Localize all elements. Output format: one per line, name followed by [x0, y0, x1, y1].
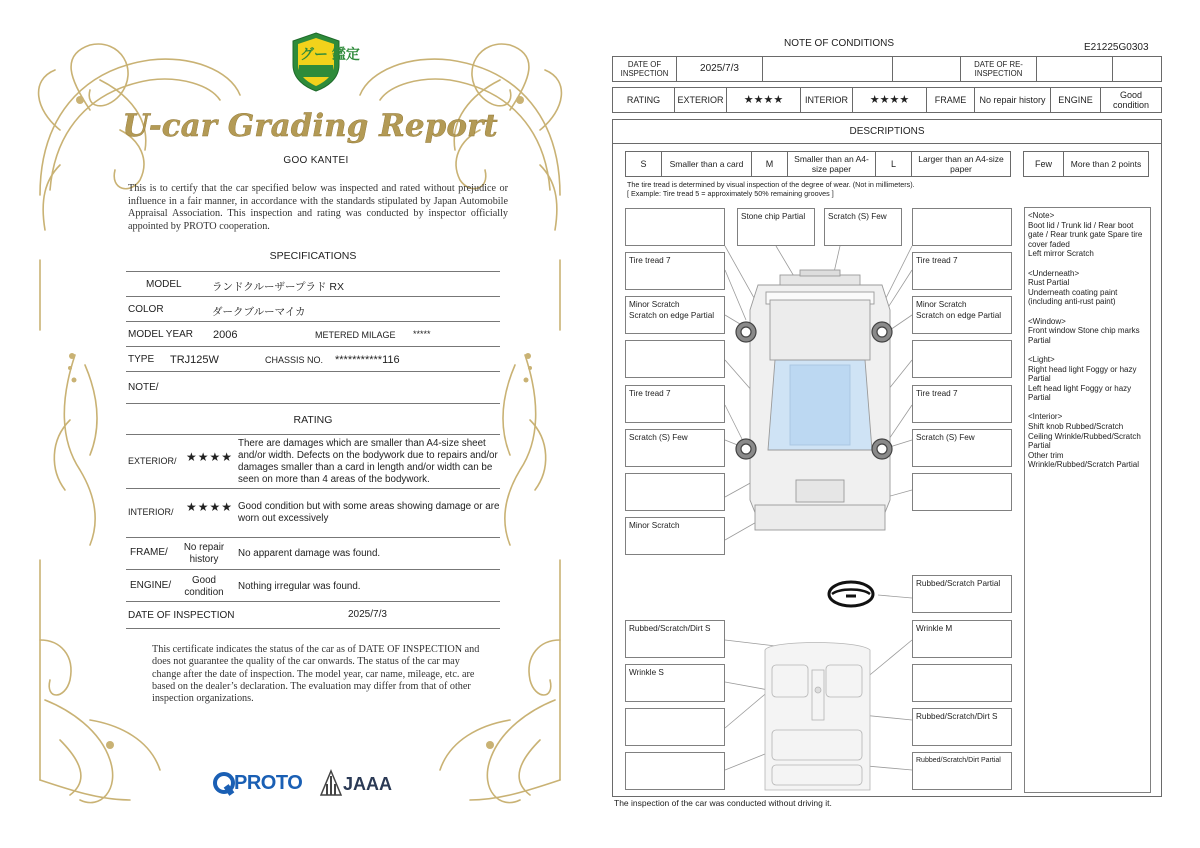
frame-description: No apparent damage was found. — [238, 548, 381, 559]
type-label: TYPE — [128, 354, 155, 365]
damage-box-rubbed-dirt-s-right: Rubbed/Scratch/Dirt S — [912, 708, 1012, 746]
damage-box-wrinkle-m: Wrinkle M — [912, 620, 1012, 658]
descriptions-heading: DESCRIPTIONS — [849, 126, 925, 137]
legend-m: M — [752, 152, 788, 176]
damage-box-stone-chip: Stone chip Partial — [737, 208, 815, 246]
damage-box-left-empty-1 — [625, 340, 725, 378]
car-interior-icon — [765, 643, 870, 791]
frame-value: No repair history — [975, 88, 1051, 112]
exterior-stars: ★★★★ — [727, 88, 801, 112]
damage-box-left-int-empty-2 — [625, 752, 725, 790]
damage-box-scratch-few-left: Scratch (S) Few — [625, 429, 725, 467]
interior-stars: ★★★★ — [853, 88, 927, 112]
damage-box-tire-front-left: Tire tread 7 — [625, 252, 725, 290]
engine-value: Good condition — [1112, 90, 1150, 110]
rating-heading: RATING — [293, 414, 333, 426]
legend-few-desc: More than 2 points — [1070, 159, 1142, 169]
damage-box-left-empty-2 — [625, 473, 725, 511]
damage-box-scratch-few-top: Scratch (S) Few — [824, 208, 902, 246]
interior-description: Good condition but with some areas showing damage or are worn out excessively — [238, 501, 500, 524]
damage-box-rubbed-dirt-partial: Rubbed/Scratch/Dirt Partial — [912, 752, 1012, 790]
engine-value: Good condition — [184, 575, 224, 598]
note-group-note: <Note> Boot lid / Trunk lid / Rear boot gate / Rear trunk gate Spare tire cover faded Left mirror Scratch — [1028, 211, 1143, 259]
steering-wheel-icon — [829, 582, 873, 606]
note-of-conditions — [600, 0, 1200, 848]
note-group-light: <Light> Right head light Foggy or hazy Partial Left head light Foggy or hazy Partial — [1028, 354, 1137, 403]
damage-box-wrinkle-s: Wrinkle S — [625, 664, 725, 702]
color-value: ダークブルーマイカ — [212, 306, 306, 318]
damage-box-top-right-1 — [912, 208, 1012, 246]
jaaa-logo-text: JAAA — [343, 774, 393, 794]
certification-statement: This is to certify that the car specified below was inspected and rated without prejudice or influence in a fair manner, in accordance with the standards stipulated by Japan Automobile Appraisal Association. This inspection and rating was conducted by inspector officially appointed by PROTO cooperation. — [128, 183, 508, 232]
damage-box-tire-rear-right: Tire tread 7 — [912, 385, 1012, 423]
specifications-heading: SPECIFICATIONS — [269, 250, 357, 262]
note-group-underneath: <Underneath> Rust Partial Underneath coating paint (including anti-rust paint) — [1028, 268, 1118, 307]
badge-text: グー 鑑定 — [300, 46, 360, 62]
proto-logo-icon — [212, 771, 236, 797]
legend-s: S — [626, 152, 662, 176]
damage-box-tire-front-right: Tire tread 7 — [912, 252, 1012, 290]
rating-label: RATING — [613, 88, 675, 112]
svg-text:U-car Grading Report: U-car Grading Report — [122, 108, 498, 144]
report-id: E21225G0303 — [1084, 42, 1149, 53]
exterior-label: EXTERIOR/ — [128, 456, 177, 466]
note-group-window: <Window> Front window Stone chip marks Partial — [1028, 316, 1140, 345]
damage-box-top-left-1 — [625, 208, 725, 246]
model-value: ランドクルーザープラド RX — [212, 281, 344, 293]
notes-title: NOTE OF CONDITIONS — [784, 38, 894, 49]
engine-label: ENGINE/ — [130, 580, 172, 591]
legend-l: L — [876, 152, 912, 176]
date-of-inspection-value: 2025/7/3 — [677, 57, 763, 81]
damage-box-minor-scratch-left: Minor Scratch Scratch on edge Partial — [625, 296, 725, 334]
note-label: NOTE/ — [128, 382, 159, 393]
model-label: MODEL — [146, 279, 182, 290]
model-year-label: MODEL YEAR — [128, 329, 194, 340]
report-subtitle: GOO KANTEI — [283, 155, 349, 166]
chassis-value: ***********116 — [335, 354, 400, 366]
metered-milage-label: METERED MILAGE — [315, 330, 396, 340]
damage-box-rubbed-dirt-s-left: Rubbed/Scratch/Dirt S — [625, 620, 725, 658]
report-title — [122, 100, 498, 152]
engine-label: ENGINE — [1051, 88, 1101, 112]
model-year-value: 2006 — [213, 329, 238, 341]
frame-label: FRAME — [927, 88, 975, 112]
damage-box-minor-scratch-right: Minor Scratch Scratch on edge Partial — [912, 296, 1012, 334]
tire-note: The tire tread is determined by visual inspection of the degree of wear. (Not in millimeters). — [627, 180, 915, 189]
interior-label: INTERIOR — [801, 88, 853, 112]
tire-example: [ Example: Tire tread 5 = approximately 50% remaining grooves ] — [627, 189, 834, 198]
frame-value: No repair history — [183, 542, 225, 565]
damage-box-minor-scratch-rear: Minor Scratch — [625, 517, 725, 555]
damage-box-scratch-few-right: Scratch (S) Few — [912, 429, 1012, 467]
proto-logo-text: PROTO — [234, 772, 303, 794]
damage-box-tire-rear-left: Tire tread 7 — [625, 385, 725, 423]
date-of-inspection-label: DATE OF INSPECTION — [128, 610, 235, 621]
damage-box-right-empty-2 — [912, 473, 1012, 511]
car-topview-icon — [750, 270, 890, 530]
logos — [212, 768, 412, 800]
legend-few: Few — [1024, 152, 1064, 176]
date-of-inspection-label: DATE OF INSPECTION — [613, 57, 677, 81]
damage-box-right-empty-1 — [912, 340, 1012, 378]
reinspection-label: DATE OF RE-INSPECTION — [961, 57, 1037, 81]
exterior-stars: ★★★★ — [186, 450, 234, 464]
jaaa-logo-icon — [320, 770, 342, 796]
legend-l-desc: Larger than an A4-size paper — [918, 154, 1004, 174]
legend-m-desc: Smaller than an A4-size paper — [788, 152, 876, 176]
interior-stars: ★★★★ — [186, 500, 234, 514]
date-of-inspection-value: 2025/7/3 — [348, 609, 387, 620]
metered-milage-value: ***** — [413, 329, 431, 339]
frame-label: FRAME/ — [130, 547, 168, 558]
note-group-interior: <Interior> Shift knob Rubbed/Scratch Ceiling Wrinkle/Rubbed/Scratch Partial Other trim Wrinkle/Rubbed/Scratch Partial — [1028, 412, 1141, 470]
damage-box-rubbed-partial: Rubbed/Scratch Partial — [912, 575, 1012, 613]
engine-description: Nothing irregular was found. — [238, 581, 361, 592]
exterior-label: EXTERIOR — [675, 88, 727, 112]
legend-s-desc: Smaller than a card — [662, 152, 752, 176]
type-value: TRJ125W — [170, 354, 219, 366]
notes-footer: The inspection of the car was conducted without driving it. — [614, 798, 832, 808]
interior-label: INTERIOR/ — [128, 507, 174, 517]
damage-box-right-int-empty — [912, 664, 1012, 702]
condition-notes — [1024, 207, 1151, 793]
color-label: COLOR — [128, 304, 164, 315]
damage-box-left-int-empty-1 — [625, 708, 725, 746]
certificate-disclaimer: This certificate indicates the status of the car as of DATE OF INSPECTION and does not guarantee the quality of the car onwards. The status of the car may change after the date of inspection. The model year, car name, mileage, etc. are based on the dealer’s declaration. The evaluation may differ from that of other inspection organizations. — [152, 644, 480, 705]
exterior-description: There are damages which are smaller than A4-size sheet and/or width. Defects on the bodywork due to repairs and/or damages smaller than a card in length and/or width can be seen on more than 4 areas of the bodywork. — [238, 438, 498, 485]
chassis-label: CHASSIS NO. — [265, 355, 324, 365]
